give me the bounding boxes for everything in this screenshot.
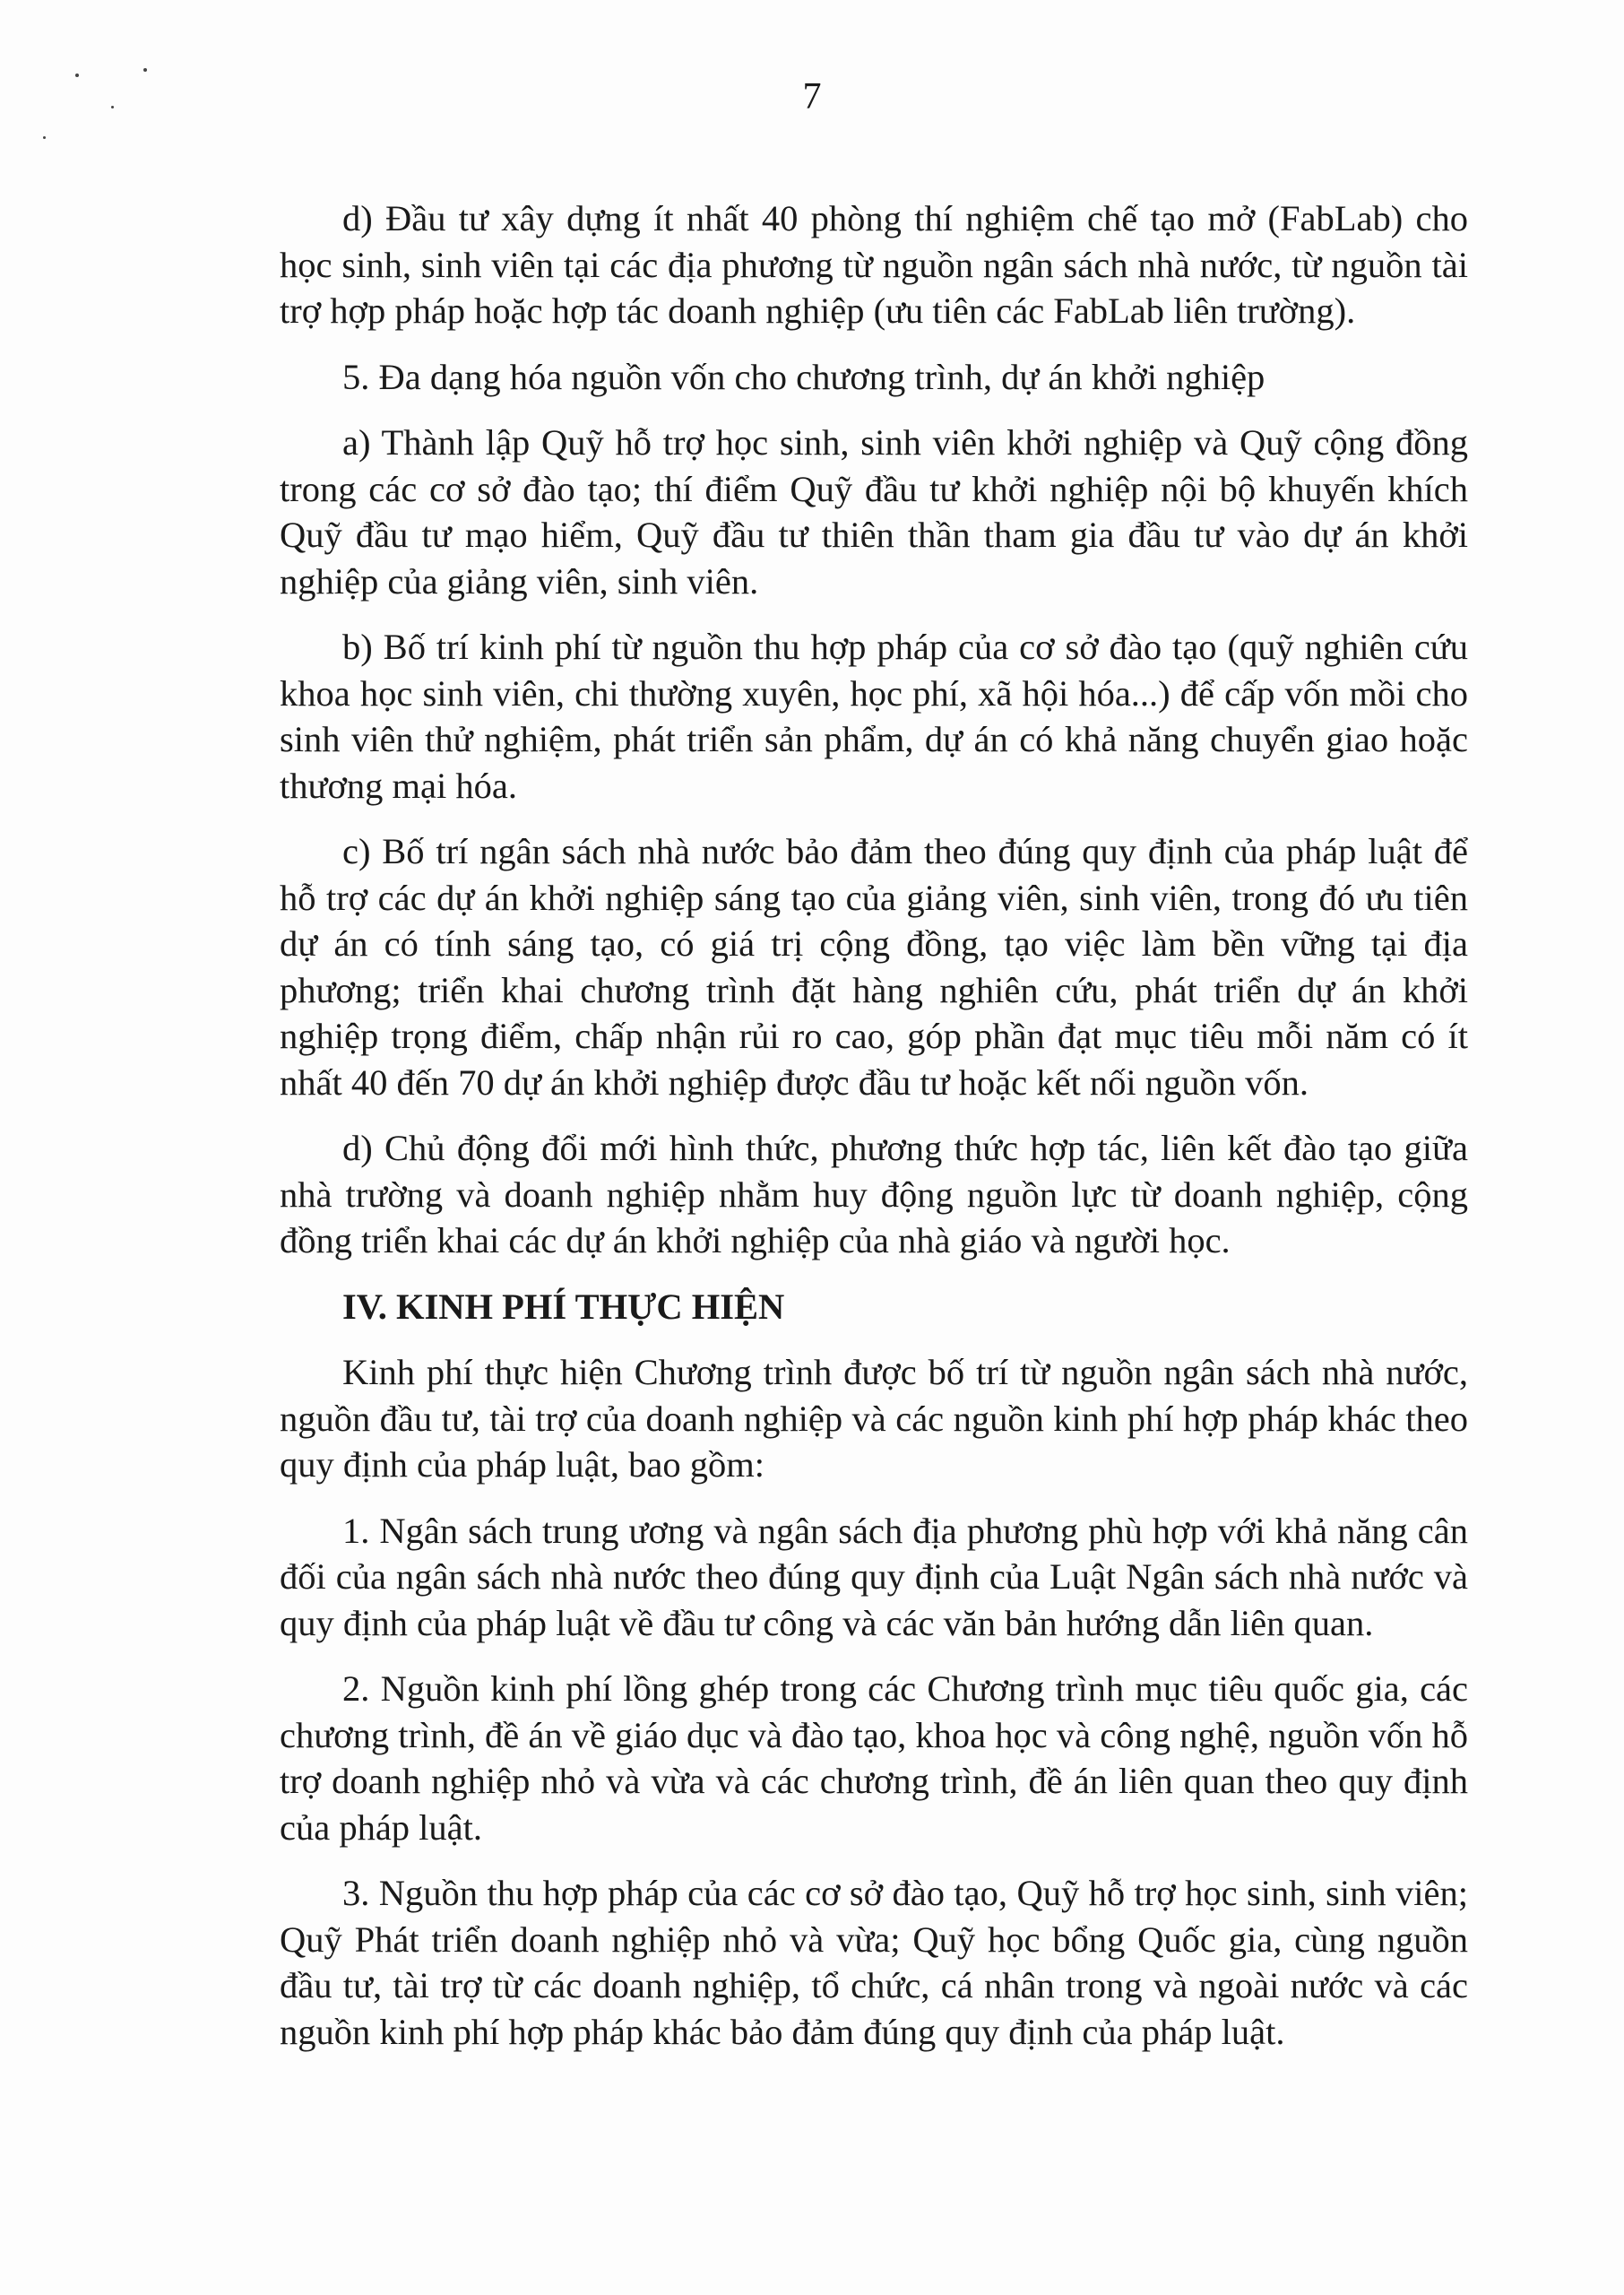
scan-speck xyxy=(143,68,147,72)
document-body xyxy=(280,195,1468,2074)
funding-item-2: 2. Nguồn kinh phí lồng ghép trong các Chương trình mục tiêu quốc gia, các chương trình, đề án về giáo dục và đào tạo, khoa học và công nghệ, nguồn vốn hỗ trợ doanh nghiệp nhỏ và vừa và các chương trình, đề án liên quan theo quy định của pháp luật. xyxy=(280,1668,1468,1848)
page-number: 7 xyxy=(802,76,822,117)
paragraph-5d: d) Chủ động đổi mới hình thức, phương thức hợp tác, liên kết đào tạo giữa nhà trường và doanh nghiệp nhằm huy động nguồn lực từ doanh nghiệp, cộng đồng triển khai các dự án khởi nghiệp của nhà giáo và người học. xyxy=(280,1128,1468,1260)
funding-item-1: 1. Ngân sách trung ương và ngân sách địa phương phù hợp với khả năng cân đối của ngân sách nhà nước theo đúng quy định của Luật Ngân sách nhà nước và quy định của pháp luật về đầu tư công và các văn bản hướng dẫn liên quan. xyxy=(280,1510,1468,1643)
paragraph-5c: c) Bố trí ngân sách nhà nước bảo đảm theo đúng quy định của pháp luật để hỗ trợ các dự án khởi nghiệp sáng tạo của giảng viên, sinh viên, trong đó ưu tiên dự án có tính sáng tạo, có giá trị cộng đồng, tạo việc làm bền vững tại địa phương; triển khai chương trình đặt hàng nghiên cứu, phát triển dự án khởi nghiệp trọng điểm, chấp nhận rủi ro cao, góp phần đạt mục tiêu mỗi năm có ít nhất 40 đến 70 dự án khởi nghiệp được đầu tư hoặc kết nối nguồn vốn. xyxy=(280,831,1468,1103)
section-5-title: 5. Đa dạng hóa nguồn vốn cho chương trình, dự án khởi nghiệp xyxy=(342,356,1266,397)
funding-intro: Kinh phí thực hiện Chương trình được bố trí từ nguồn ngân sách nhà nước, nguồn đầu tư, tài trợ của doanh nghiệp và các nguồn kinh phí hợp pháp khác theo quy định của pháp luật, bao gồm: xyxy=(280,1352,1468,1485)
section-heading-iv: IV. KINH PHÍ THỰC HIỆN xyxy=(342,1286,785,1327)
paragraph-5b: b) Bố trí kinh phí từ nguồn thu hợp pháp của cơ sở đào tạo (quỹ nghiên cứu khoa học sinh viên, chi thường xuyên, học phí, xã hội hóa...) để cấp vốn mồi cho sinh viên thử nghiệm, phát triển sản phẩm, dự án có khả năng chuyển giao hoặc thương mại hóa. xyxy=(280,627,1468,806)
paragraph-4d: d) Đầu tư xây dựng ít nhất 40 phòng thí nghiệm chế tạo mở (FabLab) cho học sinh, sinh viên tại các địa phương từ nguồn ngân sách nhà nước, từ nguồn tài trợ hợp pháp hoặc hợp tác doanh nghiệp (ưu tiên các FabLab liên trường). xyxy=(280,198,1468,331)
scan-speck xyxy=(43,136,46,139)
funding-item-3: 3. Nguồn thu hợp pháp của các cơ sở đào tạo, Quỹ hỗ trợ học sinh, sinh viên; Quỹ Phát triển doanh nghiệp nhỏ và vừa; Quỹ học bổng Quốc gia, cùng nguồn đầu tư, tài trợ từ các doanh nghiệp, tổ chức, cá nhân trong và ngoài nước và các nguồn kinh phí hợp pháp khác bảo đảm đúng quy định của pháp luật. xyxy=(280,1873,1468,2052)
paragraph-5a: a) Thành lập Quỹ hỗ trợ học sinh, sinh viên khởi nghiệp và Quỹ cộng đồng trong các cơ sở đào tạo; thí điểm Quỹ đầu tư khởi nghiệp nội bộ khuyến khích Quỹ đầu tư mạo hiểm, Quỹ đầu tư thiên thần tham gia đầu tư vào dự án khởi nghiệp của giảng viên, sinh viên. xyxy=(280,422,1468,602)
